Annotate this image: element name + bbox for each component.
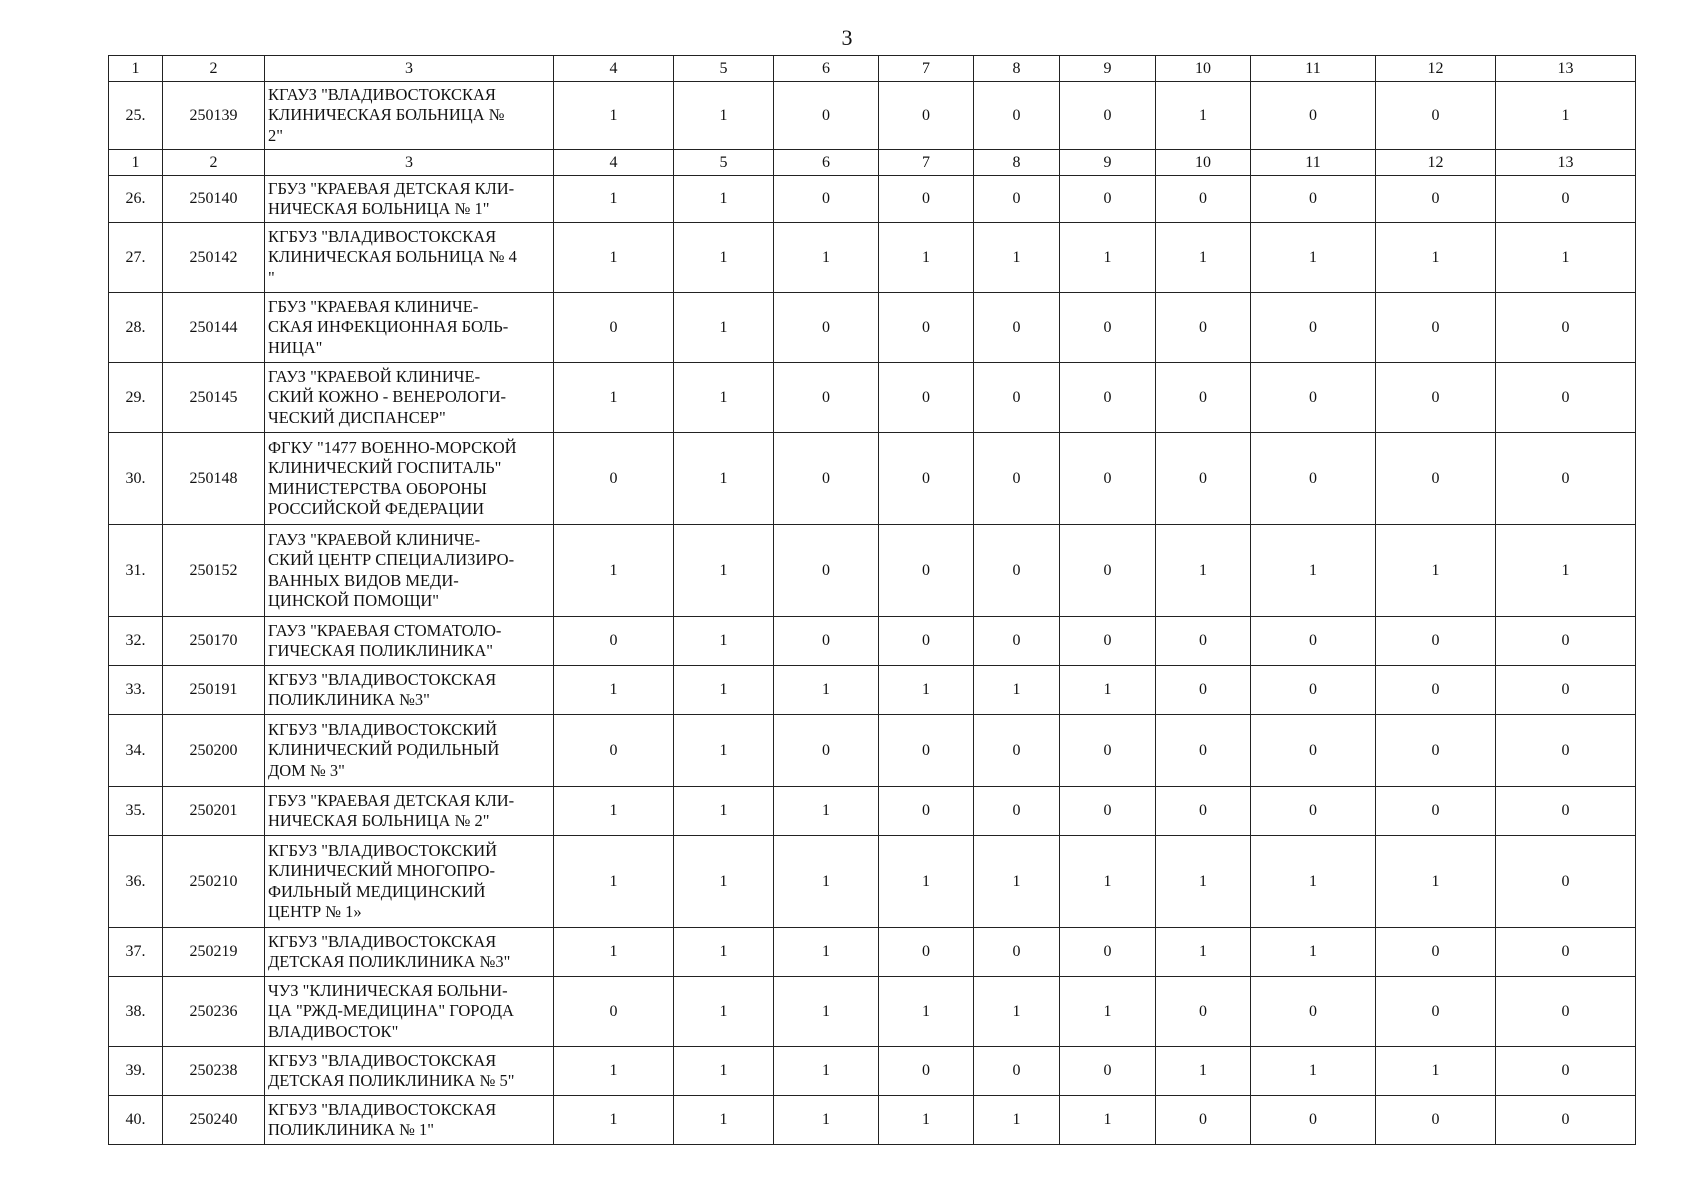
value-cell: 0 — [1156, 977, 1251, 1047]
value-cell: 1 — [1376, 1047, 1496, 1096]
organization-code: 250236 — [163, 977, 265, 1047]
value-cell: 0 — [1376, 715, 1496, 787]
table-row — [109, 433, 1636, 525]
value-cell: 1 — [1156, 836, 1251, 928]
table-row — [109, 1047, 1636, 1096]
organization-code: 250152 — [163, 525, 265, 617]
table-row — [109, 977, 1636, 1047]
row-number: 31. — [109, 525, 163, 617]
value-cell: 1 — [879, 223, 974, 293]
value-cell: 0 — [1156, 715, 1251, 787]
table-row — [109, 176, 1636, 223]
value-cell: 0 — [1060, 715, 1156, 787]
value-cell: 0 — [1251, 82, 1376, 150]
value-cell: 0 — [879, 1047, 974, 1096]
value-cell: 0 — [879, 525, 974, 617]
column-number: 7 — [879, 150, 974, 176]
value-cell: 0 — [1376, 666, 1496, 715]
column-number: 1 — [109, 56, 163, 82]
organization-code: 250219 — [163, 928, 265, 977]
value-cell: 1 — [674, 1096, 774, 1145]
value-cell: 0 — [1496, 977, 1636, 1047]
value-cell: 0 — [1496, 1047, 1636, 1096]
organization-code: 250142 — [163, 223, 265, 293]
value-cell: 0 — [554, 977, 674, 1047]
value-cell: 0 — [1060, 176, 1156, 223]
table-row — [109, 666, 1636, 715]
column-number: 10 — [1156, 56, 1251, 82]
value-cell: 0 — [1060, 787, 1156, 836]
organization-name: ФГКУ "1477 ВОЕННО-МОРСКОЙ КЛИНИЧЕСКИЙ ГОСПИТАЛЬ" МИНИСТЕРСТВА ОБОРОНЫ РОССИЙСКОЙ ФЕДЕРАЦИИ — [265, 433, 554, 525]
organization-name: КГАУЗ "ВЛАДИВОСТОКСКАЯ КЛИНИЧЕСКАЯ БОЛЬНИЦА № 2" — [265, 82, 554, 150]
organization-code: 250201 — [163, 787, 265, 836]
value-cell: 0 — [1156, 433, 1251, 525]
value-cell: 0 — [1496, 1096, 1636, 1145]
value-cell: 1 — [554, 836, 674, 928]
column-number: 5 — [674, 56, 774, 82]
value-cell: 1 — [674, 293, 774, 363]
value-cell: 1 — [1060, 836, 1156, 928]
column-number: 1 — [109, 150, 163, 176]
value-cell: 0 — [554, 293, 674, 363]
column-number: 11 — [1251, 56, 1376, 82]
value-cell: 0 — [1376, 1096, 1496, 1145]
value-cell: 0 — [974, 787, 1060, 836]
table-row — [109, 1096, 1636, 1145]
column-number: 8 — [974, 56, 1060, 82]
value-cell: 0 — [1251, 293, 1376, 363]
value-cell: 1 — [674, 82, 774, 150]
value-cell: 1 — [1251, 525, 1376, 617]
value-cell: 0 — [1376, 617, 1496, 666]
organization-name: КГБУЗ "ВЛАДИВОСТОКСКАЯ ДЕТСКАЯ ПОЛИКЛИНИКА № 5" — [265, 1047, 554, 1096]
value-cell: 1 — [1060, 1096, 1156, 1145]
table-row — [109, 617, 1636, 666]
value-cell: 0 — [1060, 1047, 1156, 1096]
organization-code: 250139 — [163, 82, 265, 150]
column-number: 11 — [1251, 150, 1376, 176]
value-cell: 1 — [674, 666, 774, 715]
value-cell: 1 — [1156, 1047, 1251, 1096]
value-cell: 0 — [1251, 1096, 1376, 1145]
value-cell: 0 — [1376, 928, 1496, 977]
column-number: 4 — [554, 56, 674, 82]
value-cell: 1 — [554, 666, 674, 715]
value-cell: 1 — [1060, 223, 1156, 293]
value-cell: 0 — [1496, 433, 1636, 525]
row-number: 33. — [109, 666, 163, 715]
value-cell: 0 — [1376, 176, 1496, 223]
value-cell: 1 — [1251, 928, 1376, 977]
organization-name: КГБУЗ "ВЛАДИВОСТОКСКАЯ ПОЛИКЛИНИКА № 1" — [265, 1096, 554, 1145]
value-cell: 1 — [1060, 977, 1156, 1047]
column-number: 6 — [774, 150, 879, 176]
column-number: 9 — [1060, 56, 1156, 82]
value-cell: 1 — [1496, 82, 1636, 150]
value-cell: 1 — [1496, 223, 1636, 293]
value-cell: 1 — [674, 617, 774, 666]
value-cell: 1 — [554, 1096, 674, 1145]
table-row — [109, 293, 1636, 363]
value-cell: 0 — [879, 928, 974, 977]
column-number: 13 — [1496, 56, 1636, 82]
row-number: 26. — [109, 176, 163, 223]
value-cell: 0 — [1251, 715, 1376, 787]
value-cell: 1 — [1376, 836, 1496, 928]
value-cell: 0 — [974, 928, 1060, 977]
value-cell: 0 — [1060, 363, 1156, 433]
value-cell: 0 — [554, 433, 674, 525]
value-cell: 1 — [974, 223, 1060, 293]
row-number: 32. — [109, 617, 163, 666]
value-cell: 1 — [674, 836, 774, 928]
value-cell: 0 — [974, 363, 1060, 433]
table-row — [109, 525, 1636, 617]
value-cell: 0 — [1156, 1096, 1251, 1145]
value-cell: 0 — [974, 176, 1060, 223]
organization-code: 250145 — [163, 363, 265, 433]
value-cell: 0 — [1156, 176, 1251, 223]
value-cell: 1 — [1156, 928, 1251, 977]
value-cell: 0 — [1496, 617, 1636, 666]
column-number: 4 — [554, 150, 674, 176]
value-cell: 0 — [774, 617, 879, 666]
value-cell: 1 — [774, 836, 879, 928]
column-number: 8 — [974, 150, 1060, 176]
value-cell: 0 — [774, 176, 879, 223]
row-number: 35. — [109, 787, 163, 836]
value-cell: 0 — [1156, 787, 1251, 836]
value-cell: 0 — [1156, 666, 1251, 715]
organization-code: 250148 — [163, 433, 265, 525]
column-number: 2 — [163, 56, 265, 82]
value-cell: 0 — [1496, 293, 1636, 363]
value-cell: 1 — [1156, 223, 1251, 293]
value-cell: 1 — [879, 977, 974, 1047]
organization-code: 250144 — [163, 293, 265, 363]
value-cell: 1 — [1156, 82, 1251, 150]
page-number: 3 — [841, 25, 853, 50]
value-cell: 1 — [674, 176, 774, 223]
value-cell: 0 — [774, 82, 879, 150]
value-cell: 1 — [774, 928, 879, 977]
value-cell: 0 — [1496, 666, 1636, 715]
organization-name: КГБУЗ "ВЛАДИВОСТОКСКАЯ КЛИНИЧЕСКАЯ БОЛЬНИЦА № 4 " — [265, 223, 554, 293]
row-number: 36. — [109, 836, 163, 928]
organization-name: ГБУЗ "КРАЕВАЯ ДЕТСКАЯ КЛИ- НИЧЕСКАЯ БОЛЬНИЦА № 2" — [265, 787, 554, 836]
value-cell: 1 — [774, 666, 879, 715]
column-number: 5 — [674, 150, 774, 176]
value-cell: 0 — [1156, 617, 1251, 666]
value-cell: 1 — [1376, 525, 1496, 617]
value-cell: 1 — [554, 787, 674, 836]
value-cell: 1 — [1251, 1047, 1376, 1096]
value-cell: 0 — [1060, 617, 1156, 666]
value-cell: 0 — [1376, 82, 1496, 150]
value-cell: 0 — [1251, 666, 1376, 715]
column-number: 10 — [1156, 150, 1251, 176]
row-number: 38. — [109, 977, 163, 1047]
value-cell: 0 — [1251, 977, 1376, 1047]
value-cell: 1 — [1060, 666, 1156, 715]
value-cell: 1 — [774, 223, 879, 293]
organization-name: ГАУЗ "КРАЕВОЙ КЛИНИЧЕ- СКИЙ ЦЕНТР СПЕЦИАЛИЗИРО- ВАННЫХ ВИДОВ МЕДИ- ЦИНСКОЙ ПОМОЩИ" — [265, 525, 554, 617]
row-number: 25. — [109, 82, 163, 150]
value-cell: 0 — [974, 433, 1060, 525]
organization-code: 250140 — [163, 176, 265, 223]
value-cell: 0 — [974, 617, 1060, 666]
value-cell: 1 — [554, 525, 674, 617]
value-cell: 1 — [879, 666, 974, 715]
value-cell: 1 — [774, 1096, 879, 1145]
value-cell: 0 — [1156, 363, 1251, 433]
row-number: 29. — [109, 363, 163, 433]
value-cell: 0 — [974, 293, 1060, 363]
value-cell: 1 — [674, 787, 774, 836]
value-cell: 1 — [554, 82, 674, 150]
value-cell: 1 — [554, 223, 674, 293]
value-cell: 0 — [1060, 433, 1156, 525]
column-number: 12 — [1376, 150, 1496, 176]
value-cell: 0 — [774, 293, 879, 363]
value-cell: 0 — [1060, 525, 1156, 617]
row-number: 37. — [109, 928, 163, 977]
value-cell: 0 — [1496, 836, 1636, 928]
value-cell: 1 — [774, 977, 879, 1047]
value-cell: 1 — [674, 977, 774, 1047]
organization-name: КГБУЗ "ВЛАДИВОСТОКСКИЙ КЛИНИЧЕСКИЙ РОДИЛЬНЫЙ ДОМ № 3" — [265, 715, 554, 787]
value-cell: 0 — [879, 363, 974, 433]
table-row — [109, 836, 1636, 928]
value-cell: 0 — [1060, 928, 1156, 977]
value-cell: 1 — [1496, 525, 1636, 617]
organization-name: ГБУЗ "КРАЕВАЯ КЛИНИЧЕ- СКАЯ ИНФЕКЦИОННАЯ БОЛЬ- НИЦА" — [265, 293, 554, 363]
column-number: 7 — [879, 56, 974, 82]
row-number: 39. — [109, 1047, 163, 1096]
value-cell: 0 — [879, 787, 974, 836]
value-cell: 1 — [974, 977, 1060, 1047]
column-number: 3 — [265, 150, 554, 176]
value-cell: 0 — [774, 715, 879, 787]
value-cell: 0 — [974, 82, 1060, 150]
table-row — [109, 223, 1636, 293]
value-cell: 1 — [879, 836, 974, 928]
value-cell: 0 — [554, 617, 674, 666]
column-number: 9 — [1060, 150, 1156, 176]
organization-code: 250240 — [163, 1096, 265, 1145]
value-cell: 0 — [1376, 787, 1496, 836]
table-row — [109, 787, 1636, 836]
value-cell: 0 — [974, 715, 1060, 787]
value-cell: 1 — [974, 666, 1060, 715]
row-number: 30. — [109, 433, 163, 525]
value-cell: 1 — [879, 1096, 974, 1145]
value-cell: 0 — [774, 363, 879, 433]
table-row — [109, 363, 1636, 433]
column-number: 2 — [163, 150, 265, 176]
table-body — [109, 56, 1636, 1145]
value-cell: 0 — [1376, 433, 1496, 525]
value-cell: 1 — [1376, 223, 1496, 293]
value-cell: 1 — [774, 1047, 879, 1096]
row-number: 28. — [109, 293, 163, 363]
row-number: 40. — [109, 1096, 163, 1145]
value-cell: 0 — [1376, 363, 1496, 433]
organization-code: 250170 — [163, 617, 265, 666]
data-table — [108, 55, 1636, 1145]
value-cell: 0 — [1496, 928, 1636, 977]
value-cell: 0 — [1251, 787, 1376, 836]
organization-code: 250238 — [163, 1047, 265, 1096]
value-cell: 0 — [1496, 787, 1636, 836]
value-cell: 0 — [1376, 293, 1496, 363]
value-cell: 1 — [554, 176, 674, 223]
column-number-row — [109, 56, 1636, 82]
column-number: 3 — [265, 56, 554, 82]
organization-name: ЧУЗ "КЛИНИЧЕСКАЯ БОЛЬНИ- ЦА "РЖД-МЕДИЦИНА" ГОРОДА ВЛАДИВОСТОК" — [265, 977, 554, 1047]
value-cell: 1 — [674, 1047, 774, 1096]
value-cell: 1 — [974, 1096, 1060, 1145]
value-cell: 0 — [774, 433, 879, 525]
value-cell: 0 — [1251, 363, 1376, 433]
value-cell: 0 — [1251, 433, 1376, 525]
table-row — [109, 82, 1636, 150]
value-cell: 0 — [1060, 82, 1156, 150]
organization-code: 250200 — [163, 715, 265, 787]
value-cell: 1 — [974, 836, 1060, 928]
value-cell: 1 — [674, 525, 774, 617]
value-cell: 0 — [974, 525, 1060, 617]
value-cell: 1 — [674, 363, 774, 433]
organization-name: ГАУЗ "КРАЕВОЙ КЛИНИЧЕ- СКИЙ КОЖНО - ВЕНЕРОЛОГИ- ЧЕСКИЙ ДИСПАНСЕР" — [265, 363, 554, 433]
value-cell: 0 — [1060, 293, 1156, 363]
value-cell: 0 — [879, 433, 974, 525]
value-cell: 1 — [1156, 525, 1251, 617]
value-cell: 0 — [1496, 363, 1636, 433]
value-cell: 1 — [1251, 223, 1376, 293]
value-cell: 0 — [1376, 977, 1496, 1047]
organization-name: ГАУЗ "КРАЕВАЯ СТОМАТОЛО- ГИЧЕСКАЯ ПОЛИКЛИНИКА" — [265, 617, 554, 666]
column-number: 12 — [1376, 56, 1496, 82]
value-cell: 0 — [879, 293, 974, 363]
organization-code: 250191 — [163, 666, 265, 715]
value-cell: 1 — [674, 928, 774, 977]
column-number: 13 — [1496, 150, 1636, 176]
value-cell: 1 — [1251, 836, 1376, 928]
value-cell: 0 — [554, 715, 674, 787]
value-cell: 0 — [1496, 176, 1636, 223]
value-cell: 0 — [879, 715, 974, 787]
row-number: 27. — [109, 223, 163, 293]
value-cell: 0 — [879, 176, 974, 223]
value-cell: 0 — [974, 1047, 1060, 1096]
value-cell: 0 — [1156, 293, 1251, 363]
value-cell: 1 — [674, 715, 774, 787]
value-cell: 1 — [554, 363, 674, 433]
organization-name: ГБУЗ "КРАЕВАЯ ДЕТСКАЯ КЛИ- НИЧЕСКАЯ БОЛЬНИЦА № 1" — [265, 176, 554, 223]
value-cell: 0 — [1496, 715, 1636, 787]
value-cell: 1 — [674, 223, 774, 293]
value-cell: 0 — [1251, 617, 1376, 666]
organization-name: КГБУЗ "ВЛАДИВОСТОКСКАЯ ПОЛИКЛИНИКА №3" — [265, 666, 554, 715]
value-cell: 0 — [774, 525, 879, 617]
value-cell: 0 — [1251, 176, 1376, 223]
column-number-row — [109, 150, 1636, 176]
organization-name: КГБУЗ "ВЛАДИВОСТОКСКИЙ КЛИНИЧЕСКИЙ МНОГОПРО- ФИЛЬНЫЙ МЕДИЦИНСКИЙ ЦЕНТР № 1» — [265, 836, 554, 928]
row-number: 34. — [109, 715, 163, 787]
value-cell: 0 — [879, 82, 974, 150]
column-number: 6 — [774, 56, 879, 82]
organization-name: КГБУЗ "ВЛАДИВОСТОКСКАЯ ДЕТСКАЯ ПОЛИКЛИНИКА №3" — [265, 928, 554, 977]
value-cell: 1 — [674, 433, 774, 525]
table-row — [109, 715, 1636, 787]
value-cell: 1 — [554, 1047, 674, 1096]
value-cell: 1 — [774, 787, 879, 836]
value-cell: 1 — [554, 928, 674, 977]
organization-code: 250210 — [163, 836, 265, 928]
value-cell: 0 — [879, 617, 974, 666]
table-row — [109, 928, 1636, 977]
